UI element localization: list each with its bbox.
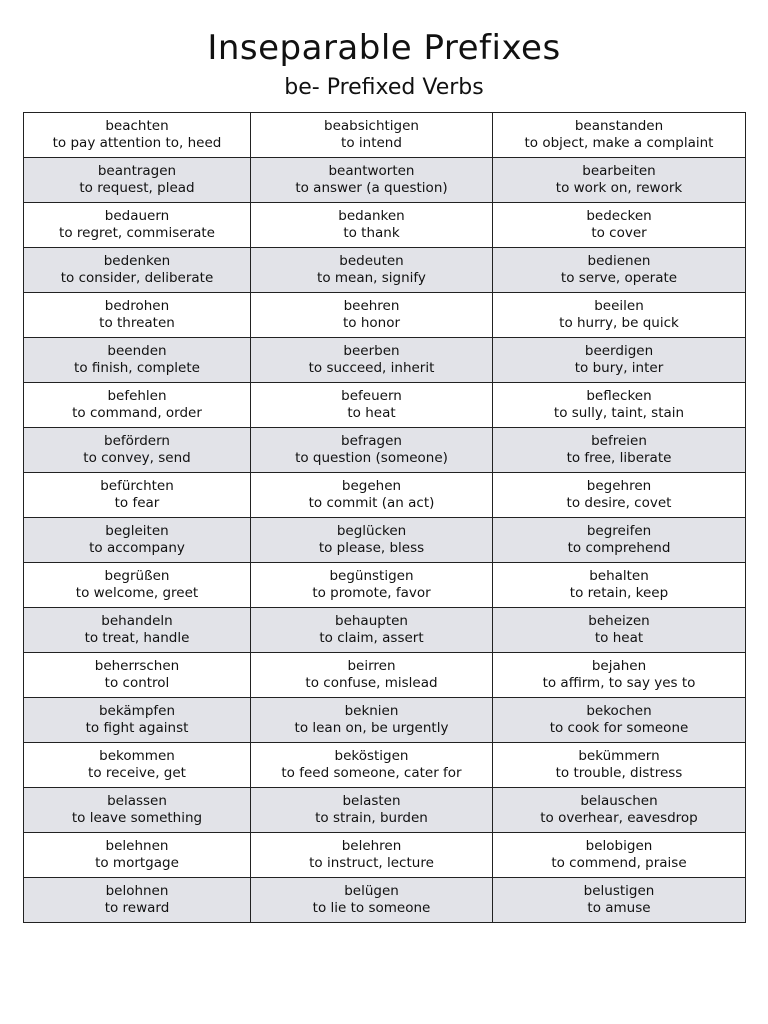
verb-cell (24, 428, 251, 473)
table-row (24, 518, 746, 563)
english-meaning: to succeed, inherit (308, 360, 435, 376)
german-verb: befördern (104, 433, 170, 449)
english-meaning: to comprehend (567, 540, 671, 556)
german-verb: bedienen (587, 253, 651, 269)
table-row (24, 653, 746, 698)
german-verb: belustigen (583, 883, 655, 899)
english-meaning: to commit (an act) (308, 495, 435, 511)
verb-cell (251, 383, 493, 428)
table-row (24, 383, 746, 428)
verb-cell (493, 878, 746, 923)
verb-cell (251, 563, 493, 608)
german-verb: beheizen (588, 613, 650, 629)
english-meaning: to intend (341, 135, 402, 151)
german-verb: begehren (586, 478, 652, 494)
english-meaning: to command, order (72, 405, 202, 421)
german-verb: belauschen (580, 793, 658, 809)
german-verb: behaupten (335, 613, 408, 629)
verb-table (23, 112, 746, 923)
verb-cell (251, 698, 493, 743)
english-meaning: to honor (342, 315, 401, 331)
table-row (24, 248, 746, 293)
verb-cell (24, 248, 251, 293)
english-meaning: to request, plead (79, 180, 195, 196)
german-verb: begünstigen (329, 568, 414, 584)
verb-cell (493, 383, 746, 428)
english-meaning: to desire, covet (566, 495, 672, 511)
english-meaning: to amuse (587, 900, 651, 916)
english-meaning: to please, bless (318, 540, 425, 556)
verb-cell (493, 473, 746, 518)
verb-cell (24, 518, 251, 563)
table-row (24, 833, 746, 878)
english-meaning: to confuse, mislead (305, 675, 438, 691)
table-row (24, 878, 746, 923)
verb-cell (24, 563, 251, 608)
table-row (24, 293, 746, 338)
english-meaning: to heat (594, 630, 644, 646)
german-verb: behalten (589, 568, 649, 584)
german-verb: beherrschen (94, 658, 180, 674)
english-meaning: to question (someone) (295, 450, 448, 466)
verb-cell (493, 203, 746, 248)
verb-cell (493, 653, 746, 698)
verb-cell (251, 743, 493, 788)
english-meaning: to welcome, greet (75, 585, 199, 601)
german-verb: belügen (344, 883, 399, 899)
german-verb: belehnen (105, 838, 169, 854)
table-row (24, 473, 746, 518)
verb-cell (24, 788, 251, 833)
german-verb: belasten (342, 793, 401, 809)
german-verb: bedeuten (339, 253, 404, 269)
verb-cell (251, 113, 493, 158)
english-meaning: to feed someone, cater for (281, 765, 462, 781)
english-meaning: to hurry, be quick (559, 315, 679, 331)
english-meaning: to regret, commiserate (59, 225, 215, 241)
english-meaning: to commend, praise (551, 855, 687, 871)
german-verb: befehlen (107, 388, 167, 404)
verb-cell (493, 338, 746, 383)
english-meaning: to promote, favor (312, 585, 431, 601)
german-verb: beirren (347, 658, 396, 674)
german-verb: beehren (343, 298, 400, 314)
verb-cell (24, 608, 251, 653)
english-meaning: to thank (343, 225, 400, 241)
table-row (24, 698, 746, 743)
german-verb: befragen (341, 433, 402, 449)
german-verb: bedanken (338, 208, 405, 224)
german-verb: beabsichtigen (324, 118, 419, 134)
german-verb: beachten (105, 118, 169, 134)
verb-cell (251, 878, 493, 923)
english-meaning: to lie to someone (312, 900, 431, 916)
english-meaning: to bury, inter (574, 360, 664, 376)
english-meaning: to free, liberate (566, 450, 672, 466)
german-verb: befürchten (100, 478, 174, 494)
english-meaning: to strain, burden (315, 810, 428, 826)
german-verb: beeilen (594, 298, 644, 314)
english-meaning: to cook for someone (549, 720, 689, 736)
table-row (24, 608, 746, 653)
verb-cell (24, 203, 251, 248)
table-row (24, 788, 746, 833)
english-meaning: to retain, keep (569, 585, 669, 601)
german-verb: behandeln (101, 613, 173, 629)
english-meaning: to receive, get (88, 765, 186, 781)
english-meaning: to claim, assert (319, 630, 424, 646)
english-meaning: to mean, signify (317, 270, 426, 286)
german-verb: begehen (341, 478, 402, 494)
verb-cell (493, 608, 746, 653)
verb-cell (24, 653, 251, 698)
verb-cell (24, 698, 251, 743)
german-verb: beglücken (336, 523, 407, 539)
table-row (24, 743, 746, 788)
english-meaning: to sully, taint, stain (553, 405, 685, 421)
verb-cell (251, 653, 493, 698)
table-row (24, 203, 746, 248)
german-verb: bekochen (586, 703, 652, 719)
german-verb: belassen (107, 793, 167, 809)
verb-cell (251, 203, 493, 248)
verb-cell (493, 113, 746, 158)
english-meaning: to heat (347, 405, 396, 421)
english-meaning: to lean on, be urgently (294, 720, 449, 736)
verb-cell (493, 563, 746, 608)
english-meaning: to answer (a question) (295, 180, 448, 196)
german-verb: bedecken (586, 208, 652, 224)
verb-cell (24, 158, 251, 203)
english-meaning: to affirm, to say yes to (542, 675, 696, 691)
english-meaning: to reward (104, 900, 170, 916)
table-row (24, 563, 746, 608)
german-verb: begleiten (105, 523, 169, 539)
verb-cell (493, 518, 746, 563)
verb-cell (251, 248, 493, 293)
verb-cell (493, 698, 746, 743)
german-verb: beerdigen (584, 343, 654, 359)
verb-cell (493, 428, 746, 473)
page-title: Inseparable Prefixes (207, 28, 561, 68)
english-meaning: to object, make a complaint (524, 135, 714, 151)
verb-cell (24, 113, 251, 158)
german-verb: beknien (344, 703, 399, 719)
verb-cell (24, 833, 251, 878)
verb-cell (251, 788, 493, 833)
german-verb: bedenken (103, 253, 171, 269)
german-verb: beanstanden (574, 118, 664, 134)
english-meaning: to pay attention to, heed (52, 135, 222, 151)
german-verb: beflecken (586, 388, 652, 404)
verb-cell (251, 338, 493, 383)
german-verb: belobigen (585, 838, 653, 854)
english-meaning: to trouble, distress (555, 765, 683, 781)
verb-cell (493, 743, 746, 788)
english-meaning: to threaten (99, 315, 175, 331)
verb-cell (24, 383, 251, 428)
english-meaning: to finish, complete (74, 360, 200, 376)
english-meaning: to fight against (85, 720, 189, 736)
german-verb: beenden (107, 343, 167, 359)
table-row (24, 113, 746, 158)
verb-cell (24, 293, 251, 338)
verb-cell (493, 788, 746, 833)
verb-cell (251, 428, 493, 473)
german-verb: beköstigen (334, 748, 409, 764)
german-verb: beerben (343, 343, 400, 359)
verb-table-body (24, 113, 746, 923)
english-meaning: to control (104, 675, 170, 691)
german-verb: bedrohen (104, 298, 170, 314)
german-verb: begreifen (586, 523, 652, 539)
german-verb: befreien (591, 433, 647, 449)
verb-cell (251, 518, 493, 563)
german-verb: bedauern (104, 208, 170, 224)
verb-cell (251, 473, 493, 518)
table-row (24, 428, 746, 473)
german-verb: bekümmern (578, 748, 660, 764)
german-verb: bearbeiten (582, 163, 656, 179)
verb-cell (24, 743, 251, 788)
verb-cell (251, 608, 493, 653)
english-meaning: to mortgage (95, 855, 179, 871)
verb-cell (493, 833, 746, 878)
english-meaning: to convey, send (83, 450, 191, 466)
verb-cell (493, 293, 746, 338)
verb-cell (493, 158, 746, 203)
english-meaning: to serve, operate (560, 270, 678, 286)
german-verb: befeuern (341, 388, 402, 404)
english-meaning: to overhear, eavesdrop (540, 810, 698, 826)
german-verb: bekommen (99, 748, 175, 764)
english-meaning: to accompany (89, 540, 185, 556)
english-meaning: to leave something (71, 810, 203, 826)
verb-cell (493, 248, 746, 293)
english-meaning: to work on, rework (555, 180, 683, 196)
english-meaning: to consider, deliberate (60, 270, 214, 286)
table-row (24, 158, 746, 203)
german-verb: begrüßen (104, 568, 170, 584)
german-verb: belehren (341, 838, 402, 854)
verb-cell (251, 833, 493, 878)
german-verb: bejahen (591, 658, 647, 674)
verb-cell (24, 878, 251, 923)
english-meaning: to cover (591, 225, 647, 241)
verb-cell (251, 293, 493, 338)
verb-cell (24, 473, 251, 518)
table-row (24, 338, 746, 383)
english-meaning: to fear (114, 495, 160, 511)
german-verb: beantworten (328, 163, 415, 179)
page-subtitle: be- Prefixed Verbs (284, 75, 484, 100)
german-verb: bekämpfen (98, 703, 176, 719)
german-verb: belohnen (105, 883, 169, 899)
verb-cell (24, 338, 251, 383)
verb-cell (251, 158, 493, 203)
english-meaning: to instruct, lecture (309, 855, 434, 871)
german-verb: beantragen (97, 163, 177, 179)
english-meaning: to treat, handle (84, 630, 190, 646)
